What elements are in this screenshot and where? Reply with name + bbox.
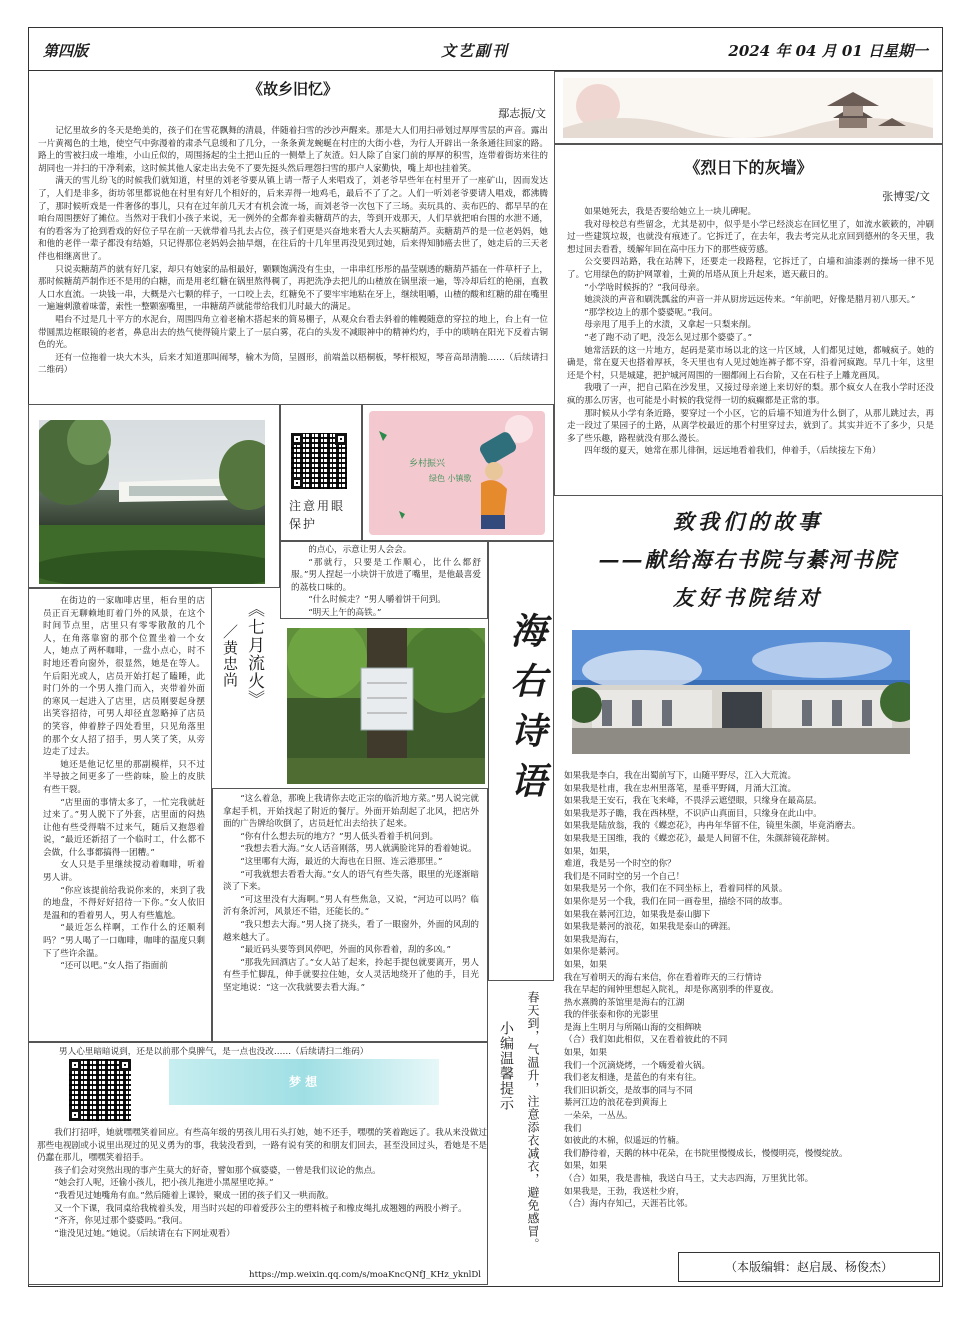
paragraph: 我们打招呼，她就嘿嘿笑着回应。有些高年级的男孩儿用石头打她，她不还手，嘿嘿的笑着跑远了。我从来没做过那些电视剧或小说里出现过的见义勇为的事，我装没看到，一路有说有笑的和朋友们回去，甚至没回过头，看她是不是仍蠢在那儿，嘿嘿笑着招手。 — [37, 1128, 487, 1164]
qixiu-bottom-block — [28, 1042, 488, 1285]
poem-line: 我们静待着，天鹅的林中花朵，在书院里慢慢成长，慢慢明亮，慢慢绽放。 — [564, 1148, 848, 1159]
reminder-body: 春天到，气温升，注意添衣减衣，避免感冒。 — [526, 991, 540, 1251]
reminder-title: 小编温馨提示 — [498, 1021, 514, 1111]
paragraph: “店里面的事情太多了，一忙完我就赶过来了。”男人脱下了外套，店里面的闷热让他有些受得喘不过来气，随后又抱怨着说，“最近还新招了一个临时工，什么都不会做，什么事都搞得一团糟。” — [43, 797, 205, 858]
poem-line: 我们一个沉滴烧烤，一个嗨爱着火锅。 — [564, 1060, 711, 1071]
article-url[interactable]: https://mp.weixin.qq.com/s/moaKncQNfJ_KHz_yknlDl — [249, 1270, 481, 1280]
poem-line: 如果我是苏子瞻，我在西林壁，不识庐山真面目，只缘身在此山中。 — [564, 808, 822, 819]
paragraph: 孩子们会对突然出现的事产生莫大的好奇，譬如那个疯婆婆，一曾是我们议论的焦点。 — [54, 1165, 381, 1176]
friendship-title-3: 友好书院结对 — [673, 585, 823, 610]
qixiu-top-text — [280, 541, 488, 619]
paragraph: 的点心，示意让男人会会。 — [308, 545, 412, 555]
paragraph: “小学啥时候拆的？”我问母亲。 — [584, 282, 705, 293]
haiyou-title: 海右诗语 — [505, 612, 547, 812]
poem-line: 如果，如果 — [564, 959, 607, 970]
poem-body — [564, 770, 924, 1211]
poem-line: 热水熹腾的茶馆里是海右的江湖 — [564, 997, 685, 1008]
paragraph: “这么着急，那晚上我请你去吃正宗的临沂地方菜。”男人说完就拿起手机，开始找起了附近的餐厅。外面开始刮起了北风，把店外面的广告牌给吹倒了，店员赶忙出去给扶了起来。 — [223, 794, 479, 830]
paragraph: 母亲甩了甩手上的水渍，又拿起一只梨来削。 — [584, 320, 757, 331]
paragraph: 我哦了一声，把自己陷在沙发里，又接过母亲递上来切好的梨。那个疯女人在我小学时还没疯的那么厉害，也可能是小时候的我觉得一切的疯癫都是正常的事。 — [567, 383, 934, 406]
poem-line: 我的伴张泰和你的光影里 — [564, 1010, 659, 1021]
qixiu-title: 《七月流火》 — [244, 600, 264, 708]
eye-care-box — [280, 404, 362, 541]
poem-line: 如果我是李白，我在出蜀前写下，山随平野尽，江入大荒流。 — [564, 771, 797, 781]
article-author: 鄢志振/文 — [498, 107, 546, 120]
article-body — [32, 125, 554, 377]
paragraph: 记忆里故乡的冬天是绝美的，孩子们在雪花飘舞的清晨，伴随着扫雪的沙沙声醒来。那是大人们用扫帚划过厚厚雪层的声音。露出一片黄褐色的土地，使空气中弥漫着的肃杀气息缓和了几分，一条条黄龙蜿蜒在村庄的大街小巷，为行人开辟出一条条通往回家的路。路上的雪被扫成一堆堆，小山丘似的，周围扬起的尘土把山丘的一侧晕上了灰渣。妇人除了自家门前的厚厚的积雪，连带着街坊来往的胡同也一并扫的干净利索，这时候其他人家走出去免不了要先挺头然后理怨扫雪的那户人家勤快，嘴上却也挂着笑。 — [38, 126, 548, 174]
article-title: 《故乡旧忆》 — [247, 80, 338, 98]
poem-line: 如果我是王安石，我在飞来峰，不畏浮云遮望眼，只缘身在最高层。 — [564, 796, 822, 807]
paragraph: “谁没见过她。”她说。（后续请在右下网址观看） — [54, 1228, 235, 1239]
masthead — [28, 27, 943, 71]
paragraph: 女人只是手里继续搅动着咖啡，听着男人讲。 — [43, 860, 205, 884]
tree-photo — [287, 628, 485, 784]
qixiu-left-column — [28, 588, 212, 1042]
wall-body — [555, 206, 942, 458]
poem-line: 是海上生明月与所隔山海的交相辉映 — [564, 1022, 702, 1033]
poem-line: 如果我是海右， — [564, 934, 625, 945]
editor-note-box — [678, 1252, 940, 1282]
qixiu-bottom-body — [29, 1127, 488, 1240]
poem-line: 我在写着明天的海右来信，你在看着昨天的三行情诗 — [564, 972, 762, 983]
paragraph: 公交要四站路，我在站牌下，还要走一段路程，它拆迁了，白墙和油漆剥的操场一律不见了。它用绿色的防护网罩着，土黄的吊塔从顶上升起来，遮天蔽日的。 — [567, 257, 934, 280]
qixiu-left-text — [29, 589, 211, 973]
paragraph: “齐齐，你见过那个婆婆吗。”我问。 — [54, 1216, 188, 1227]
paragraph: 还有一位拖着一块大木头，后来才知道那叫闹琴，榆木为筒，呈圆形，前端盖以梧桐板，琴杆根短，琴音高昂清脆……（后续请扫二维码） — [38, 352, 548, 376]
poem-line: 如果我是綦河的浪花，如果我是泰山的碑涯。 — [564, 922, 736, 933]
qixiu-bottom-line: 男人心里暗暗说到，还是以前那个臭脾气，是一点也没改……（后续请扫二维码） — [59, 1047, 369, 1057]
poem-line: 如果我是，王勃，我送杜少府， — [564, 1186, 685, 1197]
poster-box — [362, 404, 554, 541]
issue-date: 2024 年 04 月 01 日星期一 — [728, 42, 928, 60]
poem-line: 如果你是綦河。 — [564, 947, 625, 958]
poem-line: 难道，我是另一个时空的你？ — [564, 859, 676, 870]
paragraph: 她淡淡的声音和刷洗瓢盆的声音一并从厨房远远传来。“年前吧，好像是腊月初八那天。” — [584, 295, 916, 306]
paragraph: “我只想去大海。”男人挠了挠头，看了一眼窗外，外面的风刮的越来越大了。 — [223, 919, 479, 943]
paragraph: 我对母校总有些留念，尤其是初中，似乎是小学已经淡忘在回忆里了，如流水簌簌的，冲刷过一些建筑垃圾，也就没有痕迹了。它拆迁了，在去年，我去考完从北京回到德州的冬天里，我想过回去看看，缓解年回在高中压力下的那些疲劳感。 — [567, 219, 934, 255]
paragraph: “可这里没有大海啊。”男人有些焦急，又说，“河边可以吗？临沂有条沂河，风景还不错，还能长的。” — [223, 894, 479, 918]
paragraph: “老了跑不动了吧，没怎么见过那个婆婆了。” — [584, 332, 752, 343]
paragraph: 那时候从小学有条近路，要穿过一个小区，它的后墙不知道为什么倒了，从那儿跳过去，再走一段过了果园子的土路，从离学校最近的那个村里穿过去，就到了。其实并近不了多少，只是多了些乐趣，路程就没有那么漫长。 — [567, 408, 934, 444]
wall-article — [554, 144, 943, 496]
poem-line: （合）如果，我是書柚，我送白马王，丈夫志四海，万里犹比邻。 — [564, 1174, 814, 1184]
palace-banner — [563, 78, 933, 138]
wall-author: 张博雯/文 — [882, 190, 930, 203]
poem-line: （合）我们如此相似，又在看着彼此的不同 — [564, 1035, 728, 1046]
paragraph: 又一个下课，我同桌给我梳着头发，用当时兴起的印着爱莎公主的塑料梳子和橡皮绳扎成翘翘的两股小辫子。 — [54, 1203, 467, 1214]
paragraph: “你有什么想去玩的地方？”男人低头看着手机问到。 — [240, 831, 439, 842]
qixiu-top-body — [281, 542, 487, 619]
qr-code[interactable] — [291, 433, 347, 489]
paragraph: “那学校边上的那个婆婆呢。”我问。 — [584, 307, 718, 318]
poem-line: 如果我是杜甫，我在忠州里落笔，星垂平野阔，月涌大江流。 — [564, 783, 797, 794]
wall-title: 《烈日下的灰墙》 — [684, 158, 813, 177]
hometown-photo-box — [28, 404, 280, 588]
qixiu-mid-text — [212, 788, 488, 1042]
poem-line: 如果你是另一个我，我们在同一画卷里，描绘不同的故事。 — [564, 896, 788, 907]
poem-line: 我们老友相逢，是蓝色的有来有往。 — [564, 1073, 702, 1084]
section-title: 文艺副刊 — [441, 42, 510, 60]
poem-line: 我们 — [564, 1123, 582, 1134]
paragraph: 如果她死去，我是否要给她立上一块儿碑呢。 — [584, 207, 757, 217]
qixiu-title-box — [214, 600, 278, 770]
poem-line: 我在早起的闹钟里想起入院礼，却是你离别季的伴夏夜。 — [564, 985, 779, 996]
poem-line: 如果我是陆放翁，我的《蝶恋花》，冉冉年华留不住，镜里朱颜，毕竟消磨去。 — [564, 821, 861, 832]
paragraph: 只说卖糖葫芦的就有好几家，却只有她家的品相最好，颗颗饱满没有生虫，一串串红彤彤的晶莹剔透的糖葫芦插在一件草杆子上，那时候糖葫芦制作还不是用的白糖，而是用老红糖在锅里熬得稠了，再把洗净去把儿的山楂放在锅里滚一遍，等冷却后红的艳丽，直教人口水直流。一块钱一串，大概是六七颗的样子，一口咬上去，红糖免不了要牢牢地粘在牙上，继续咀嚼，山楂的酸和红糖的甜在嘴里一遍遍刺激着味蕾，索性一整颗塞嘴里，一串糖葫芦就能带给我们儿时最大的满足。 — [38, 264, 548, 313]
dream-banner — [169, 1059, 439, 1105]
paragraph: “那我先回酒店了。”女人站了起来，拎起手提包就要离开，男人有些手忙脚乱，伸手就要拉住她，女人灵活地绕开了他的手，目光坚定地说：“这一次我就要去看大海。” — [223, 957, 479, 993]
editor-note: （本版编辑：赵启晟、杨俊杰） — [724, 1260, 893, 1274]
paragraph: “还可以吧。”女人指了指面前 — [60, 961, 168, 972]
paragraph: “她会打人呢，还偷小孩儿，把小孩儿拖进小黑屋里吃掉。” — [54, 1178, 274, 1189]
paragraph: “那就行，只要是工作顺心，比什么都舒服。”男人捏起一小块饼干放进了嘴里，是他最喜爱的荔枝口味的。 — [291, 557, 481, 593]
paragraph: 在街边的一家咖啡店里，柜台里的店员正百无聊赖地盯着门外的风景，在这个时间节点里，店里只有零零散散的几个人，在角落靠窗的那个位置坐着一个女人，她点了两杯咖啡，一盘小点心，时不时地还看向窗外，很显然，她是在等人。午后阳光或人，店员开始打起了瞌睡，此时门外的一个男人推门而入，夹带着外面的寒风一起进入了店里，店员刚要起身摆出笑容招待，可男人却径直忽略掉了店员的笑容，伸着脖子四处看里，只见角落里的那个女人招了招手，男人笑了笑，从旁边走了过去。 — [43, 596, 205, 758]
poem-line: 我们旧识新交，是故事的同与不同 — [564, 1085, 693, 1096]
page-number: 第四版 — [43, 42, 89, 60]
poem-line: 如果，如果 — [564, 1161, 607, 1172]
poem-line: 如彼此的木棉，似遥远的竹楠。 — [564, 1136, 685, 1147]
poem-line: （合）海内存知己，天涯若比邻。 — [564, 1199, 693, 1210]
paragraph: 四年级的夏天，她常在那儿徘徊，远远地看着我们，伸着手，（后续接左下角） — [584, 446, 881, 457]
eye-care-caption: 注意用眼保护 — [289, 499, 346, 531]
poem-line: 如果我是王国维，我的《蝶恋花》，最是人间留不住，朱颜辞镜花辞树。 — [564, 833, 835, 844]
paragraph: “最近怎么样啊，工作什么的还顺利吗？”男人喝了一口咖啡，咖啡的温度只剩下了些许余温。 — [43, 923, 205, 959]
paragraph: “最近码头要等到风停吧，外面的风你看着，刮的多凶。” — [240, 945, 451, 956]
paragraph: “什么时候走？”男人嚼着饼干问到。 — [308, 595, 446, 606]
qr-code-2[interactable] — [69, 1059, 131, 1121]
paragraph: 唱台不过是几十平方的水泥台，周围四角立着老榆木搭起来的简易棚子，从观众台看去斜着的帷幔随意的穿拉的地上，台上有一位带圆黑边框眼镜的老者，鼻息出去的热气使得镜片蒙上了一层白雾，花白的头发不减眼神中的精神灼灼，手中的唢呐在阳光下反着古铜色的光。 — [38, 314, 548, 351]
paragraph: “这里哪有大海，最近的大海也在日照、连云港那里。” — [240, 856, 443, 867]
paragraph: “我看见过她嘴角有血。”然后随着上课铃，聚成一团的孩子们又一哄而散。 — [54, 1190, 334, 1201]
poster-text-1: 乡村振兴 — [409, 459, 446, 469]
reminder-box — [488, 985, 554, 1285]
poem-line: 如果，如果， — [564, 846, 616, 857]
academy-photo — [572, 630, 910, 754]
paragraph: 她常活跃的这一片地方，起码是菜市场以北的这一片区域，人们都见过她，都喊疯子。她的确是，常在夏天也搭着厚袄，冬天里也有人见过她连裤子都不穿，沿着河疯跑。早几十年，这里还是个村，只是城建，把护城河周围的一圈都闹上石台阶，又在石柱子上雕龙画凤。 — [567, 345, 934, 381]
paragraph: “明天上午的高铁。” — [308, 607, 382, 618]
campus-lake-photo — [39, 420, 265, 584]
haiyou-title-box — [488, 541, 554, 981]
poster-text-2: 绿色 小镇歌 — [429, 474, 472, 483]
poem-line: 綦河江边的浪花卷到黄海上 — [564, 1098, 668, 1109]
telescope-poster — [369, 411, 545, 535]
hometown-article — [32, 74, 554, 404]
paragraph: “我想去看大海。”女人话音刚落，男人就满脸诧异的看着她说。 — [240, 844, 477, 855]
banner-box — [554, 71, 943, 144]
qixiu-mid-body — [213, 789, 487, 995]
poem-line: 一朵朵，一丛丛。 — [564, 1111, 633, 1122]
paragraph: 满天的雪儿纷飞的时候我们就知道，村里的刘老爷要从镇上请一帮子人来唱戏了，刘老爷早些年在村里开了一座矿山，因而发达了，人们是非多，街坊邻里都说他在村里有好几个相好的，后来弄得一地鸡毛，最后不了了之。人们一听刘老爷要请人唱戏，都沸腾了，那时候听戏是一件奢侈的事儿，只有在过年前几天才有机会流一场，而刘老爷一次包下了三场。卖玩具的、卖布匹的、都早早的在咱台周围摆好了摊位。当然对于我们小孩子来说，无一例外的全都奔着卖糖葫芦的去，等到开戏那天，人们早就把咱台围的水泄不通，有的看客为了抢到看戏的好位子早在前一天就带着马扎去占位，孩子们更是兴奋地来看大人去买糖葫芦。卖糖葫芦的是一位老妈妈，她和他的老伴一辈子都没有结婚，只记得那位老妈妈会抽旱烟，在往后的十几年里再没见到过她，后来得知肺癌去世了，她走后的三天老伴也相继离世了。 — [38, 176, 548, 262]
poem-line: 如果我是另一个你，我们在不同坐标上，看着同样的风景。 — [564, 884, 788, 895]
friendship-title-1: 致我们的故事 — [673, 509, 823, 534]
friendship-title-2: ——献给海右书院与綦河书院 — [598, 547, 898, 572]
poem-line: 我们是不同时空的另一个自己！ — [564, 871, 685, 882]
poem-line: 如果，如果 — [564, 1048, 607, 1059]
dream-text: 梦 想 — [289, 1075, 318, 1089]
poem-line: 如果我在綦河江边，如果我是泰山脚下 — [564, 909, 711, 920]
qixiu-author: ／黄忠尚 — [221, 624, 239, 688]
friendship-article — [556, 500, 940, 1240]
paragraph: 她还是他记忆里的那副模样，只不过半导披之间更多了一些韵味，脸上的皮肤有些干裂。 — [43, 759, 205, 795]
tree-photo-box — [284, 624, 488, 786]
paragraph: “你应该提前给我说你来的，来到了我的地盘，不得好好招待一下你。”女人依旧是温和的看着男人，男人有些尴尬。 — [43, 885, 205, 921]
paragraph: “可我就想去看看大海。”女人的语气有些失落，眼里的光逐渐暗淡了下来。 — [223, 869, 479, 893]
